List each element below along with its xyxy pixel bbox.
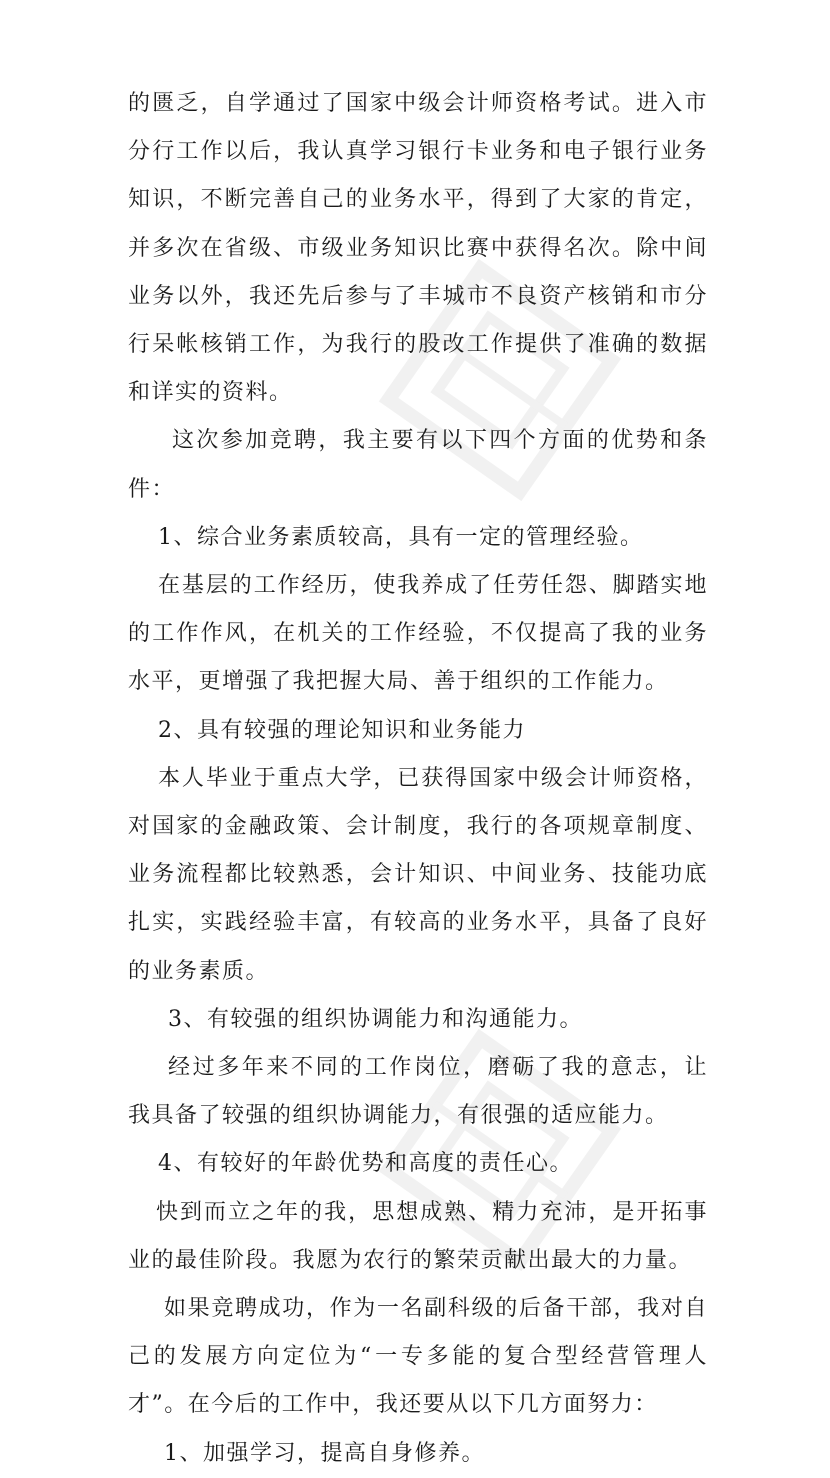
point-4-heading: 4、有较好的年龄优势和高度的责任心。	[158, 1151, 573, 1177]
paragraph-goal: 如果竞聘成功，作为一名副科级的后备干部，我对自己的发展方向定位为“一专多能的复合型经营管理人才”。在今后的工作中，我还要从以下几方面努力：	[128, 1296, 708, 1418]
point-2-body: 本人毕业于重点大学，已获得国家中级会计师资格，对国家的金融政策、会计制度，我行的各项规章制度、业务流程都比较熟悉，会计知识、中间业务、技能功底扎实，实践经验丰富，有较高的业务水平，具备了良好的业务素质。	[128, 765, 708, 984]
point-4-body: 快到而立之年的我，思想成熟、精力充沛，是开拓事业的最佳阶段。我愿为农行的繁荣贡献出最大的力量。	[128, 1199, 708, 1273]
effort-1-heading: 1、加强学习，提高自身修养。	[164, 1440, 485, 1466]
paragraph-advantages-intro: 这次参加竞聘，我主要有以下四个方面的优势和条件：	[128, 428, 708, 502]
point-2-heading: 2、具有较强的理论知识和业务能力	[158, 717, 526, 743]
point-3-body: 经过多年来不同的工作岗位，磨砺了我的意志，让我具备了较强的组织协调能力，有很强的适应能力。	[128, 1055, 708, 1129]
point-1-heading: 1、综合业务素质较高，具有一定的管理经验。	[158, 524, 644, 550]
document-body	[128, 80, 708, 1478]
point-1-body: 在基层的工作经历，使我养成了任劳任怨、脚踏实地的工作作风，在机关的工作经验，不仅提高了我的业务水平，更增强了我把握大局、善于组织的工作能力。	[128, 573, 708, 695]
point-3-heading: 3、有较强的组织协调能力和沟通能力。	[168, 1006, 583, 1032]
paragraph-intro-continued: 的匮乏，自学通过了国家中级会计师资格考试。进入市分行工作以后，我认真学习银行卡业务和电子银行业务知识，不断完善自己的业务水平，得到了大家的肯定，并多次在省级、市级业务知识比赛中获得名次。除中间业务以外，我还先后参与了丰城市不良资产核销和市分行呆帐核销工作，为我行的股改工作提供了准确的数据和详实的资料。	[128, 91, 708, 406]
